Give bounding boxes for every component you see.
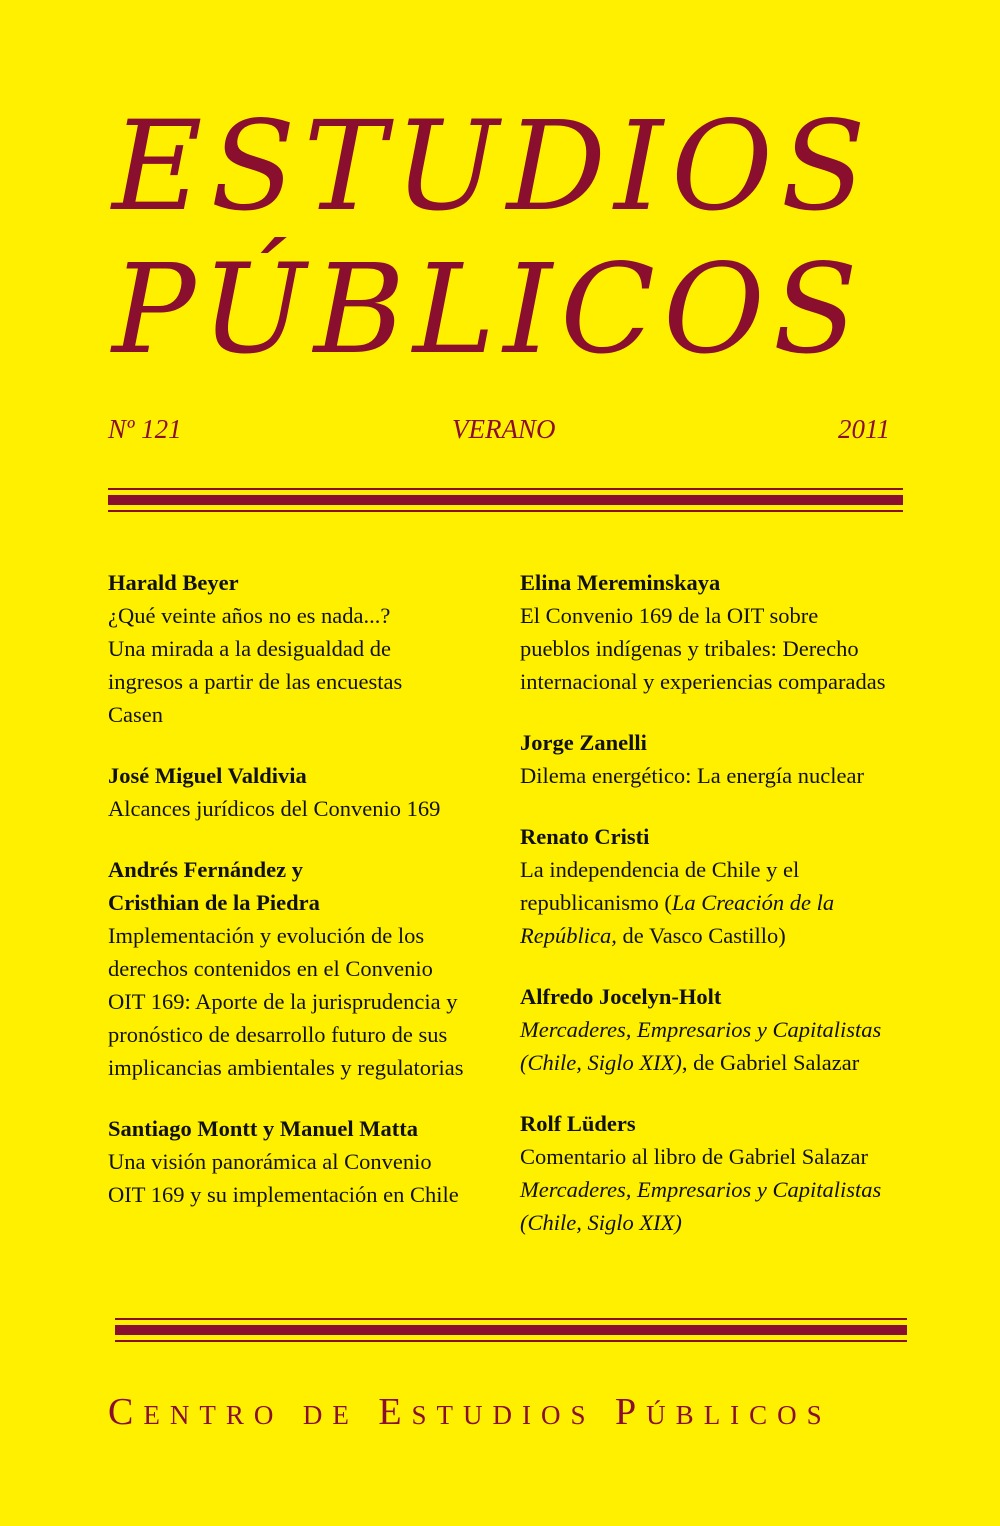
article-title-text: republicanismo (: [520, 890, 672, 915]
publisher-name: Centro de Estudios Públicos: [108, 1391, 832, 1433]
issue-season: VERANO: [452, 414, 556, 444]
article-title-text: de Vasco Castillo): [616, 923, 786, 948]
journal-title-line-2: PÚBLICOS: [112, 238, 866, 382]
article-author: Cristhian de la Piedra: [108, 890, 320, 915]
article-title-line: [520, 1046, 920, 1079]
top-divider-thick: [108, 495, 903, 505]
book-title-text: La Creación de la: [671, 890, 835, 915]
article-entry: [108, 853, 498, 1084]
article-author: Jorge Zanelli: [520, 730, 647, 755]
bottom-divider-thick: [115, 1325, 907, 1335]
article-title-line: OIT 169: Aporte de la jurisprudencia y: [108, 989, 458, 1014]
article-title-line: [520, 886, 920, 919]
article-entry: [520, 980, 920, 1079]
article-author: Andrés Fernández y: [108, 857, 303, 882]
article-entry: [520, 726, 920, 792]
article-title-line: pronóstico de desarrollo futuro de sus: [108, 1022, 448, 1047]
article-title-line: pueblos indígenas y tribales: Derecho: [520, 636, 859, 661]
top-divider-thin-upper: [108, 488, 903, 490]
article-author: Rolf Lüders: [520, 1111, 636, 1136]
issue-info: [108, 414, 890, 448]
top-divider-thin-lower: [108, 510, 903, 512]
article-entry: [108, 1112, 498, 1211]
book-title-text: República,: [520, 923, 617, 948]
issue-number: Nº 121: [108, 414, 182, 444]
article-title-line: derechos contenidos en el Convenio: [108, 956, 433, 981]
article-title-line: ¿Qué veinte años no es nada...?: [108, 603, 391, 628]
article-author: Santiago Montt y Manuel Matta: [108, 1116, 418, 1141]
contents-left-column: [108, 566, 498, 1239]
book-title-text: (Chile, Siglo XIX): [520, 1210, 682, 1235]
article-title-line: Alcances jurídicos del Convenio 169: [108, 796, 441, 821]
book-title-text: Mercaderes, Empresarios y Capitalistas: [520, 1177, 882, 1202]
article-title-line: internacional y experiencias comparadas: [520, 669, 886, 694]
article-title-line: OIT 169 y su implementación en Chile: [108, 1182, 459, 1207]
article-title-line: El Convenio 169 de la OIT sobre: [520, 603, 819, 628]
article-title-line: [520, 919, 920, 952]
article-entry: [108, 566, 498, 731]
article-author: Elina Mereminskaya: [520, 570, 721, 595]
article-title-line: implicancias ambientales y regulatorias: [108, 1055, 464, 1080]
book-title-text: Mercaderes, Empresarios y Capitalistas: [520, 1017, 882, 1042]
book-title-text: (Chile, Siglo XIX): [520, 1050, 682, 1075]
bottom-divider-thin-upper: [115, 1318, 907, 1320]
issue-year: 2011: [838, 414, 890, 444]
article-title-line: La independencia de Chile y el: [520, 857, 800, 882]
article-title-line: Casen: [108, 702, 163, 727]
article-author: Alfredo Jocelyn-Holt: [520, 984, 722, 1009]
bottom-divider: [115, 1318, 907, 1342]
article-entry: [520, 1107, 920, 1239]
article-title-line: ingresos a partir de las encuestas: [108, 669, 403, 694]
article-entry: [520, 566, 920, 698]
article-title-line: Una visión panorámica al Convenio: [108, 1149, 432, 1174]
article-author: Renato Cristi: [520, 824, 650, 849]
article-title-line: Dilema energético: La energía nuclear: [520, 763, 864, 788]
article-title-line: Comentario al libro de Gabriel Salazar: [520, 1144, 868, 1169]
article-author: Harald Beyer: [108, 570, 239, 595]
top-divider: [108, 488, 903, 512]
article-entry: [520, 820, 920, 952]
article-author: José Miguel Valdivia: [108, 763, 307, 788]
article-entry: [108, 759, 498, 825]
article-title-text: , de Gabriel Salazar: [681, 1050, 860, 1075]
contents-right-column: [520, 566, 920, 1267]
article-title-line: Implementación y evolución de los: [108, 923, 425, 948]
bottom-divider-thin-lower: [115, 1340, 907, 1342]
article-title-line: Una mirada a la desigualdad de: [108, 636, 392, 661]
journal-title-line-1: ESTUDIOS: [112, 95, 874, 239]
